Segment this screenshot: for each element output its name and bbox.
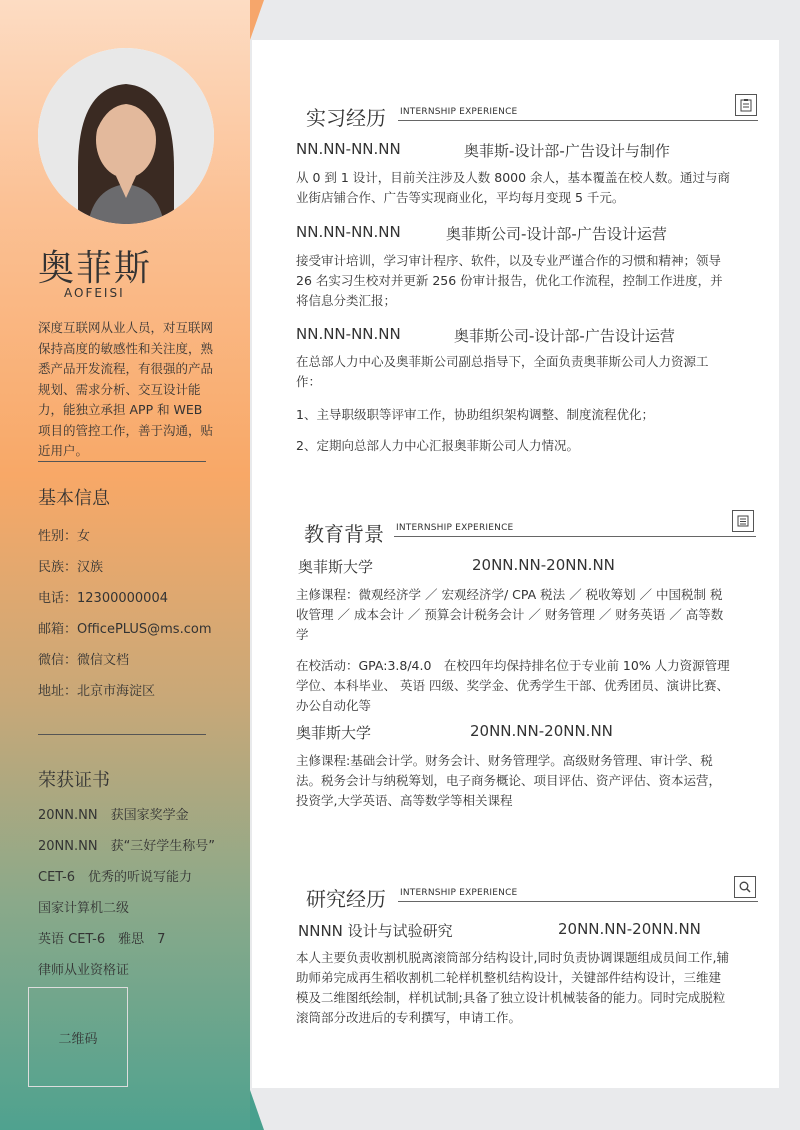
heading-underline: [398, 901, 758, 902]
divider: [38, 461, 206, 462]
candidate-name-pinyin: AOFEISI: [64, 286, 125, 300]
internship-role: 奥菲斯公司-设计部-广告设计运营: [454, 327, 675, 345]
avatar: [38, 48, 214, 224]
research-project: NNNN 设计与试验研究: [298, 922, 453, 940]
research-title: 研究经历: [306, 887, 386, 911]
internship-point: 1、主导职级职等评审工作，协助组织架构调整、制度流程优化；: [296, 407, 654, 422]
education-school: 奥菲斯大学: [298, 558, 374, 576]
research-date: 20NN.NN-20NN.NN: [558, 920, 701, 938]
info-address: 地址：北京市海淀区: [38, 684, 156, 699]
main-content: [252, 40, 779, 1088]
search-icon: [734, 876, 756, 898]
award-item: 律师从业资格证: [38, 963, 130, 978]
award-item: 英语 CET-6 雅思 7: [38, 932, 166, 947]
awards-title: 荣获证书: [38, 770, 110, 791]
education-date: 20NN.NN-20NN.NN: [472, 556, 615, 574]
internship-point: 2、定期向总部人力中心汇报奥菲斯公司人力情况。: [296, 438, 579, 453]
info-gender: 性别：女: [38, 529, 91, 544]
document-icon: [732, 510, 754, 532]
award-item: CET-6 优秀的听说写能力: [38, 870, 193, 885]
internship-date: NN.NN-NN.NN: [296, 325, 401, 343]
internship-desc: 在总部人力中心及奥菲斯公司副总指导下，全面负责奥菲斯公司人力资源工作：: [296, 354, 709, 389]
info-ethnicity: 民族：汉族: [38, 560, 104, 575]
education-title: 教育背景: [304, 522, 384, 546]
sidebar-fold-bottom: [250, 1090, 264, 1130]
education-title-en: INTERNSHIP EXPERIENCE: [396, 523, 514, 533]
internship-desc: 接受审计培训，学习审计程序、软件，以及专业严谨合作的习惯和精神；领导 26 名实习生校对并更新 256 份审计报告，优化工作流程，控制工作进度，并将信息分类汇报；: [296, 253, 723, 308]
internship-role: 奥菲斯-设计部-广告设计与制作: [464, 142, 670, 160]
basic-info-title: 基本信息: [38, 488, 110, 509]
heading-underline: [398, 120, 758, 121]
internship-date: NN.NN-NN.NN: [296, 140, 401, 158]
internship-title-en: INTERNSHIP EXPERIENCE: [400, 107, 518, 117]
award-item: 20NN.NN 获“三好学生称号”: [38, 839, 216, 854]
research-title-en: INTERNSHIP EXPERIENCE: [400, 888, 518, 898]
education-school: 奥菲斯大学: [296, 724, 372, 742]
award-item: 20NN.NN 获国家奖学金: [38, 808, 189, 823]
internship-role: 奥菲斯公司-设计部-广告设计运营: [446, 225, 667, 243]
internship-date: NN.NN-NN.NN: [296, 223, 401, 241]
info-wechat: 微信：微信文档: [38, 653, 130, 668]
education-date: 20NN.NN-20NN.NN: [470, 722, 613, 740]
candidate-name: 奥菲斯: [38, 248, 153, 289]
qr-code: [28, 987, 128, 1087]
qr-code-label: 二维码: [58, 1031, 98, 1047]
info-phone: 电话：12300000004: [38, 591, 168, 606]
education-courses: 主修课程：微观经济学 ／ 宏观经济学/ CPA 税法 ／ 税收筹划 ／ 中国税制 税收管理 ／ 成本会计 ／ 预算会计税务会计 ／ 财务管理 ／ 财务英语 ／ 高等数学: [296, 587, 724, 642]
internship-desc: 从 0 到 1 设计，目前关注涉及人数 8000 余人，基本覆盖在校人数。通过与商业街店铺合作、广告等实现商业化，平均每月变现 5 千元。: [296, 170, 731, 205]
education-activities: 在校活动：GPA:3.8/4.0 在校四年均保持排名位于专业前 10% 人力资源管理学位、本科毕业、 英语 四级、奖学金、优秀学生干部、优秀团员、演讲比赛、办公自动化等: [296, 658, 730, 713]
research-desc: 本人主要负责收割机脱离滚筒部分结构设计,同时负责协调课题组成员间工作,辅助师弟完成再生稻收割机二轮样机整机结构设计，关键部件结构设计，三维建模及二维图纸绘制，样机试制;具备了独立设计机械装备的能力。同时完成脱粒滚筒部分改进后的专利撰写，申请工作。: [296, 950, 729, 1025]
award-item: 国家计算机二级: [38, 901, 130, 916]
info-email: 邮箱：OfficePLUS@ms.com: [38, 622, 212, 637]
education-courses: 主修课程:基础会计学。财务会计、财务管理学。高级财务管理、审计学、税法。税务会计与纳税筹划，电子商务概论、项目评估、资产评估、资本运营，投资学,大学英语、高等数学等相关课程: [296, 753, 722, 808]
self-introduction: 深度互联网从业人员，对互联网保持高度的敏感性和关注度，熟悉产品开发流程，有很强的产品规划、需求分析、交互设计能力，能独立承担 APP 和 WEB 项目的管控工作，善于沟通，贴近用户。: [38, 320, 214, 458]
heading-underline: [394, 536, 756, 537]
clipboard-icon: [735, 94, 757, 116]
divider: [38, 734, 206, 735]
sidebar-fold-top: [250, 0, 264, 40]
internship-title: 实习经历: [306, 106, 386, 130]
